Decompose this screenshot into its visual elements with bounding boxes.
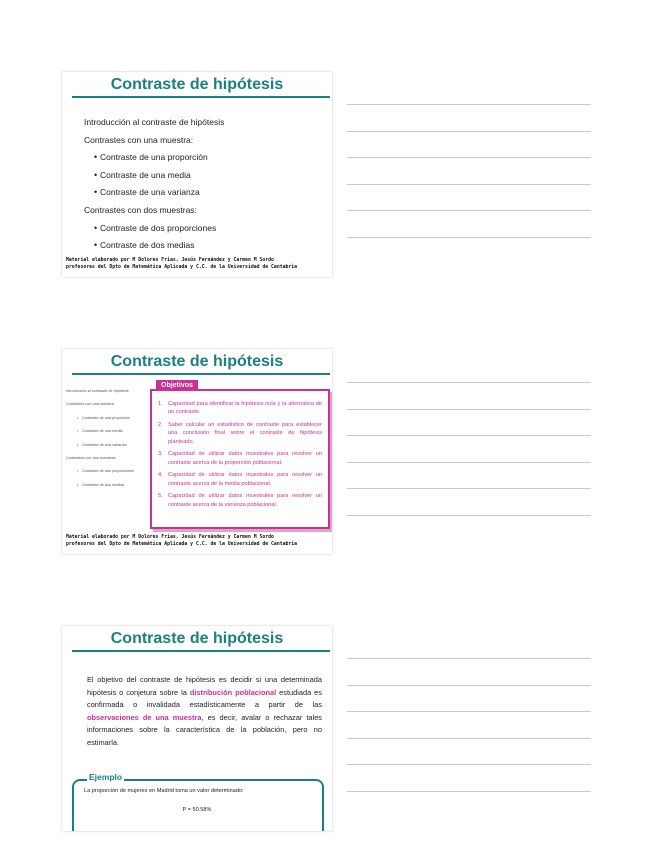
intro-paragraph xyxy=(87,674,322,749)
note-line xyxy=(347,685,591,686)
paragraph-text: estudiada es confirmada o invalidada estadísticamente a partir de las xyxy=(87,687,322,709)
outline-text: Contrastes con dos muestras: xyxy=(84,204,197,215)
outline-subitem xyxy=(66,465,150,478)
footer-line: profesores del Dpto de Matemática Aplicada y C.C. de la Universidad de Cantabria xyxy=(66,542,298,547)
outline-subitem xyxy=(66,479,150,492)
highlight-text: observaciones de una muestra xyxy=(87,712,202,722)
note-line xyxy=(347,237,591,238)
footer-line: profesores del Dpto de Matemática Aplicada y C.C. de la Universidad de Cantabria xyxy=(66,265,298,270)
footer-line: Material elaborado por M Dolores Frias, Jesús Fernández y Carmen M Sordo xyxy=(66,535,274,540)
note-line xyxy=(347,104,591,105)
outline-text: Contraste de una varianza xyxy=(100,187,200,198)
note-line xyxy=(347,184,591,185)
outline-text: Contrastes con dos muestras: xyxy=(66,456,117,461)
slide-outline xyxy=(84,114,324,255)
bullet-icon: • xyxy=(94,187,98,198)
outline-text: Contraste de dos proporciones xyxy=(100,222,217,233)
outline-subitem xyxy=(66,439,150,452)
title-underline xyxy=(72,96,330,98)
outline-subitem xyxy=(84,184,324,202)
bullet-icon: • xyxy=(77,442,79,447)
outline-item xyxy=(66,398,150,411)
bullet-icon: • xyxy=(77,469,79,474)
note-line xyxy=(347,658,591,659)
slide-2 xyxy=(62,349,332,554)
slide-title: Contraste de hipótesis xyxy=(110,353,284,370)
title-underline xyxy=(72,650,330,652)
objective-item xyxy=(158,471,322,488)
paragraph-text: , es decir, avalar o rechazar tales informaciones sobre la característica de la población, pero no estimarla. xyxy=(87,712,322,747)
paragraph-text: El objetivo del contraste de hipótesis es decidir si una determinada hipótesis o conjetura sobre la xyxy=(87,675,322,697)
example-label: Ejemplo xyxy=(89,772,123,782)
bullet-icon: • xyxy=(94,240,98,251)
objective-text: Capacidad de utilizar datos muestrales para resolver un contraste acerca de la varianza poblacional. xyxy=(168,493,322,508)
slide-1 xyxy=(62,72,332,277)
example-box xyxy=(72,779,324,831)
objective-text: Capacidad de utilizar datos muestrales para resolver un contraste acerca de la media poblacional. xyxy=(168,472,322,487)
outline-item xyxy=(66,385,150,398)
outline-text: Contraste de una varianza xyxy=(82,442,127,447)
objectives-list xyxy=(158,400,322,513)
bullet-icon: • xyxy=(94,152,98,163)
objective-item xyxy=(158,421,322,446)
example-value: P = 50.58% xyxy=(182,807,212,813)
note-line xyxy=(347,515,591,516)
bullet-icon: • xyxy=(77,482,79,487)
outline-text: Contraste de una media xyxy=(100,169,191,180)
outline-text: Introducción al contraste de hipótesis xyxy=(84,117,225,127)
highlight-text: distribución poblacional xyxy=(189,687,277,697)
objective-number: 4. xyxy=(158,472,163,479)
outline-subitem xyxy=(66,412,150,425)
outline-text: Contraste de una media xyxy=(82,429,123,434)
objective-text: Capacidad de utilizar datos muestrales para resolver un contraste acerca de la proporción poblacional. xyxy=(168,451,322,466)
note-line xyxy=(347,435,591,436)
slide-footer xyxy=(66,534,328,548)
outline-item xyxy=(84,202,324,220)
outline-text: Contrastes con una muestra: xyxy=(84,134,194,145)
outline-subitem xyxy=(84,167,324,185)
outline-subitem xyxy=(84,220,324,238)
objective-item xyxy=(158,400,322,417)
note-line xyxy=(347,131,591,132)
outline-text: Contraste de dos proporciones xyxy=(82,469,134,474)
outline-item xyxy=(84,114,324,132)
note-line xyxy=(347,764,591,765)
bullet-icon: • xyxy=(94,222,98,233)
objective-item xyxy=(158,492,322,509)
outline-text: Contrastes con una muestra: xyxy=(66,402,115,407)
slide-footer xyxy=(66,257,328,271)
objective-number: 2. xyxy=(158,422,163,428)
note-line xyxy=(347,210,591,211)
slide-title: Contraste de hipótesis xyxy=(110,76,284,93)
outline-item xyxy=(66,452,150,465)
note-line xyxy=(347,711,591,712)
outline-item xyxy=(84,132,324,150)
bullet-icon: • xyxy=(77,415,79,420)
bullet-icon: • xyxy=(77,429,79,434)
objective-text: Saber calcular un estadístico de contraste para establecer una conclusión final sobre el contraste de hipótesis planteado. xyxy=(168,422,322,445)
outline-text: Contraste de una proporción xyxy=(82,415,131,420)
outline-text: Introducción al contraste de hipótesis xyxy=(66,389,129,393)
note-line xyxy=(347,738,591,739)
mini-outline xyxy=(66,385,150,492)
slide-title: Contraste de hipótesis xyxy=(110,630,284,647)
outline-subitem xyxy=(84,237,324,255)
footer-line: Material elaborado por M Dolores Frias, Jesús Fernández y Carmen M Sordo xyxy=(66,258,274,263)
example-text: La proporción de mujeres en Madrid toma un valor determinado: xyxy=(84,788,244,794)
objective-number: 3. xyxy=(158,451,163,458)
outline-subitem xyxy=(66,425,150,438)
bullet-icon: • xyxy=(94,169,98,180)
outline-subitem xyxy=(84,149,324,167)
outline-text: Contraste de dos medias xyxy=(82,482,125,487)
note-line xyxy=(347,157,591,158)
objective-number: 5. xyxy=(158,493,163,500)
note-line xyxy=(347,462,591,463)
slide-3 xyxy=(62,626,332,831)
note-line xyxy=(347,409,591,410)
objective-item xyxy=(158,450,322,467)
note-line xyxy=(347,382,591,383)
objectives-box xyxy=(150,389,330,529)
outline-text: Contraste de dos medias xyxy=(100,240,195,251)
note-line xyxy=(347,488,591,489)
outline-text: Contraste de una proporción xyxy=(100,152,208,163)
note-line xyxy=(347,791,591,792)
title-underline xyxy=(72,373,330,375)
objective-number: 1. xyxy=(158,401,163,407)
objective-text: Capacidad para identificar la hipótesis nula y la alternativa de un contraste. xyxy=(168,401,322,416)
objectives-label: Objetivos xyxy=(156,380,198,391)
